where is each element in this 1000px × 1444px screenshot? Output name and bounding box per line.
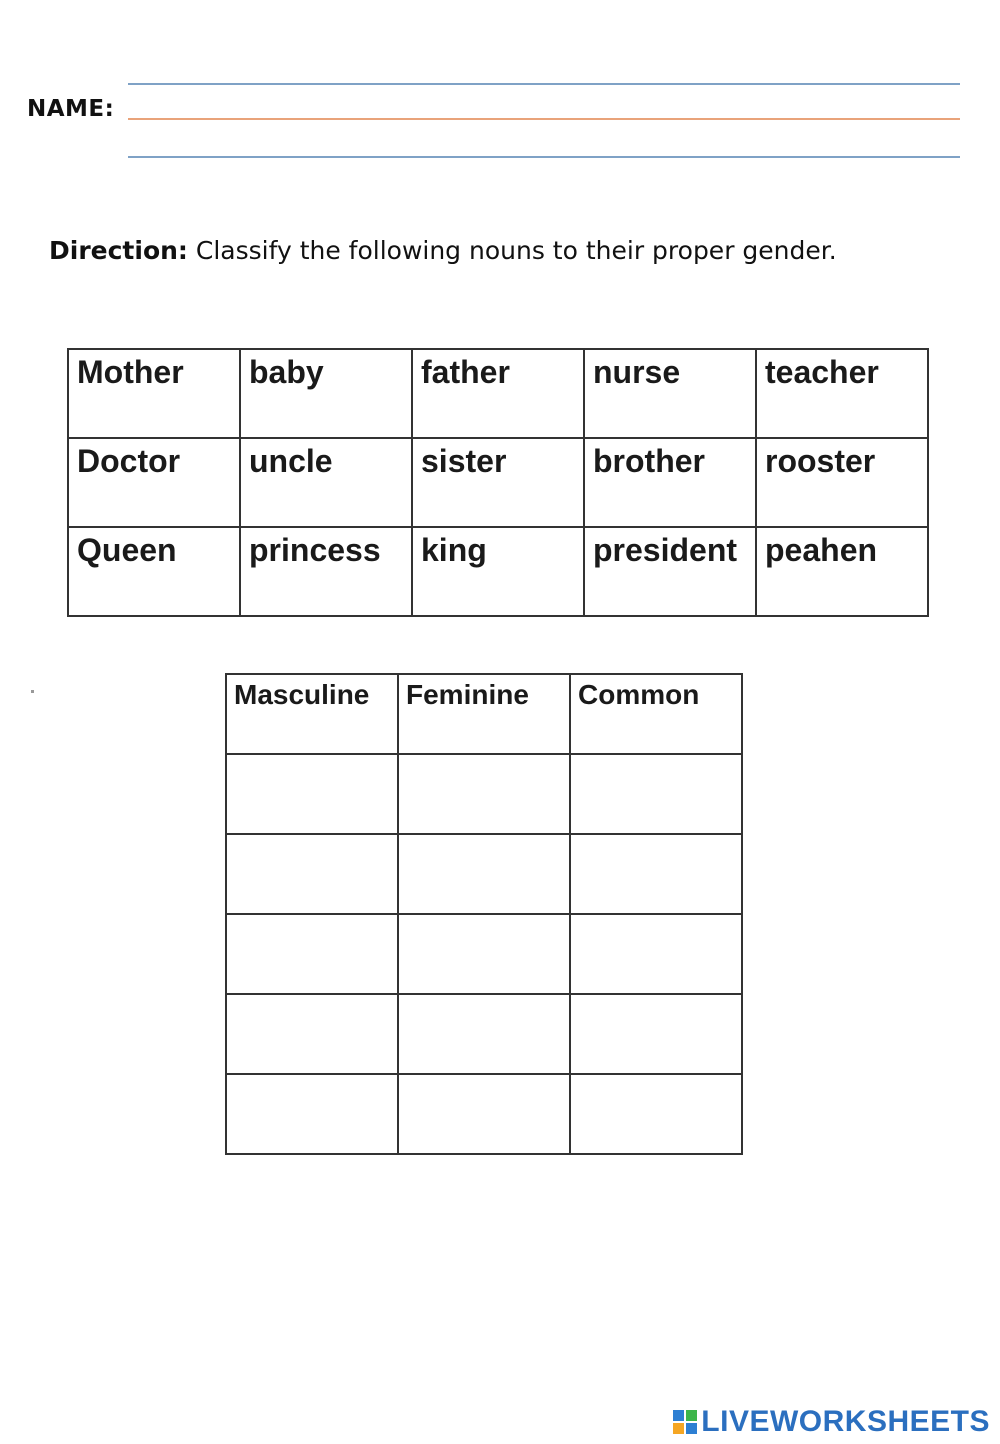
column-header-feminine bbox=[398, 674, 570, 754]
noun-word: Queen bbox=[77, 532, 177, 568]
noun-cell bbox=[412, 527, 584, 616]
column-header-masculine bbox=[226, 674, 398, 754]
answer-cell[interactable] bbox=[570, 914, 742, 994]
name-guide-line-top bbox=[128, 83, 960, 85]
noun-cell bbox=[412, 349, 584, 438]
answer-cell[interactable] bbox=[226, 834, 398, 914]
answer-cell[interactable] bbox=[398, 1074, 570, 1154]
noun-word: sister bbox=[421, 443, 507, 479]
answer-cell[interactable] bbox=[226, 994, 398, 1074]
noun-cell bbox=[756, 438, 928, 527]
brand-name: LIVEWORKSHEETS bbox=[701, 1405, 990, 1438]
table-row bbox=[68, 438, 928, 527]
table-row bbox=[226, 834, 742, 914]
noun-cell bbox=[756, 349, 928, 438]
noun-cell bbox=[756, 527, 928, 616]
noun-cell bbox=[584, 438, 756, 527]
noun-cell bbox=[412, 438, 584, 527]
answer-cell[interactable] bbox=[398, 754, 570, 834]
answer-cell[interactable] bbox=[570, 834, 742, 914]
noun-cell bbox=[584, 527, 756, 616]
noun-cell bbox=[584, 349, 756, 438]
header-row bbox=[226, 674, 742, 754]
direction-label: Direction: bbox=[49, 236, 188, 265]
name-guide-line-bottom bbox=[128, 156, 960, 158]
noun-word: baby bbox=[249, 354, 324, 390]
liveworksheets-logo[interactable] bbox=[673, 1405, 990, 1439]
answer-cell[interactable] bbox=[398, 994, 570, 1074]
table-row bbox=[226, 994, 742, 1074]
noun-word: brother bbox=[593, 443, 705, 479]
answer-cell[interactable] bbox=[226, 1074, 398, 1154]
noun-word: president bbox=[593, 532, 738, 568]
answer-cell[interactable] bbox=[398, 834, 570, 914]
noun-cell bbox=[68, 527, 240, 616]
noun-word: king bbox=[421, 532, 487, 568]
noun-word: uncle bbox=[249, 443, 333, 479]
blocks-icon bbox=[673, 1410, 697, 1434]
header-label: Common bbox=[578, 679, 700, 710]
noun-cell bbox=[68, 438, 240, 527]
answer-cell[interactable] bbox=[570, 994, 742, 1074]
noun-cell bbox=[240, 438, 412, 527]
answer-cell[interactable] bbox=[398, 914, 570, 994]
noun-word: father bbox=[421, 354, 510, 390]
noun-word: Doctor bbox=[77, 443, 181, 479]
table-row bbox=[226, 914, 742, 994]
gender-table bbox=[225, 673, 743, 1155]
noun-cell bbox=[240, 349, 412, 438]
direction-body: Classify the following nouns to their proper gender. bbox=[187, 236, 837, 265]
noun-word: teacher bbox=[765, 354, 879, 390]
noun-word: princess bbox=[249, 532, 381, 568]
direction-text bbox=[49, 236, 837, 265]
answer-cell[interactable] bbox=[570, 754, 742, 834]
table-row bbox=[226, 754, 742, 834]
noun-word: Mother bbox=[77, 354, 184, 390]
table-row bbox=[68, 527, 928, 616]
noun-cell bbox=[68, 349, 240, 438]
answer-cell[interactable] bbox=[226, 754, 398, 834]
name-input-line[interactable] bbox=[128, 118, 960, 120]
header-label: Feminine bbox=[406, 679, 529, 710]
header-label: Masculine bbox=[234, 679, 370, 710]
name-label: NAME: bbox=[27, 96, 115, 122]
column-header-common bbox=[570, 674, 742, 754]
answer-cell[interactable] bbox=[226, 914, 398, 994]
table-row bbox=[68, 349, 928, 438]
noun-word: peahen bbox=[765, 532, 878, 568]
noun-word: rooster bbox=[765, 443, 876, 479]
noun-word: nurse bbox=[593, 354, 681, 390]
answer-cell[interactable] bbox=[570, 1074, 742, 1154]
noun-table bbox=[67, 348, 929, 617]
scan-speck bbox=[31, 690, 34, 693]
noun-cell bbox=[240, 527, 412, 616]
table-row bbox=[226, 1074, 742, 1154]
